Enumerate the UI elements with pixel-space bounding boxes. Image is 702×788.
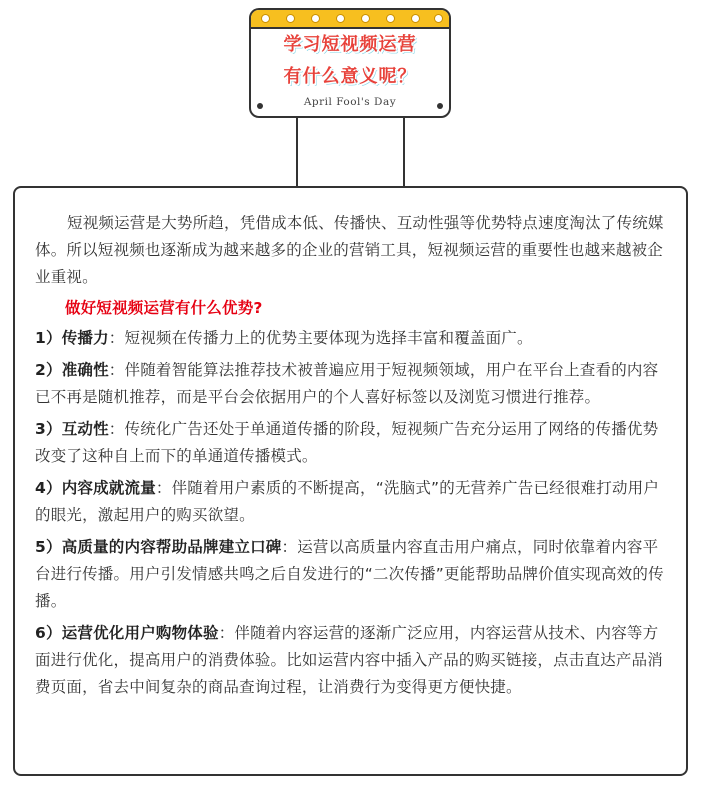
sign-board bbox=[249, 8, 451, 118]
sign-title-line2: 有什么意义呢？ bbox=[283, 66, 417, 87]
item-number: 2） bbox=[35, 361, 62, 379]
list-item bbox=[35, 475, 667, 529]
sign-subtitle: April Fool's Day bbox=[303, 96, 397, 108]
item-text: 传统化广告还处于单通道传播的阶段，短视频广告充分运用了网络的传播优势改变了这种自上而下的单通道传播模式。 bbox=[35, 420, 659, 465]
content-box bbox=[13, 186, 688, 776]
item-term: 高质量的内容帮助品牌建立口碑 bbox=[61, 538, 282, 556]
item-text: 伴随着用户素质的不断提高，“洗脑式”的无营养广告已经很难打动用户的眼光，激起用户的购买欲望。 bbox=[35, 479, 660, 524]
item-term: 准确性 bbox=[61, 361, 109, 379]
list-item bbox=[35, 357, 667, 411]
item-number: 3） bbox=[35, 420, 62, 438]
sign-hole-icon bbox=[386, 14, 395, 23]
sign-hole-icon bbox=[286, 14, 295, 23]
item-text: 短视频在传播力上的优势主要体现为选择丰富和覆盖面广。 bbox=[124, 329, 533, 347]
item-separator: ： bbox=[281, 538, 298, 556]
item-term: 运营优化用户购物体验 bbox=[61, 624, 219, 642]
sign-title-line1: 学习短视频运营 bbox=[283, 34, 417, 55]
sign-header-bar bbox=[251, 10, 449, 29]
item-number: 4） bbox=[35, 479, 62, 497]
item-term: 传播力 bbox=[61, 329, 109, 347]
list-item bbox=[35, 620, 667, 701]
item-term: 互动性 bbox=[61, 420, 109, 438]
sign-hole-icon bbox=[311, 14, 320, 23]
sign-hole-icon bbox=[336, 14, 345, 23]
sign-hole-icon bbox=[411, 14, 420, 23]
item-text: 运营以高质量内容直击用户痛点，同时依靠着内容平台进行传播。用户引发情感共鸣之后自发进行的“二次传播”更能帮助品牌价值实现高效的传播。 bbox=[35, 538, 664, 610]
item-separator: ： bbox=[108, 329, 125, 347]
item-number: 5） bbox=[35, 538, 62, 556]
hanging-rope-left bbox=[296, 118, 298, 187]
list-item bbox=[35, 416, 667, 470]
item-separator: ： bbox=[108, 420, 125, 438]
item-text: 伴随着内容运营的逐渐广泛应用，内容运营从技术、内容等方面进行优化，提高用户的消费体验。比如运营内容中插入产品的购买链接，点击直达产品消费页面，省去中间复杂的商品查询过程，让消费行为变得更方便快捷。 bbox=[35, 624, 664, 696]
sign-hole-icon bbox=[434, 14, 443, 23]
sign-hole-icon bbox=[261, 14, 270, 23]
sign-dot-icon bbox=[257, 103, 263, 109]
item-separator: ： bbox=[108, 361, 125, 379]
item-separator: ： bbox=[155, 479, 172, 497]
list-item bbox=[35, 534, 667, 615]
item-term: 内容成就流量 bbox=[61, 479, 156, 497]
hanging-rope-right bbox=[403, 118, 405, 187]
item-number: 1） bbox=[35, 329, 62, 347]
sign-dot-icon bbox=[437, 103, 443, 109]
intro-paragraph: 短视频运营是大势所趋，凭借成本低、传播快、互动性强等优势特点速度淘汰了传统媒体。所以短视频也逐渐成为越来越多的企业的营销工具，短视频运营的重要性也越来越被企业重视。 bbox=[35, 214, 664, 286]
item-number: 6） bbox=[35, 624, 62, 642]
section-question: 做好短视频运营有什么优势? bbox=[65, 299, 263, 317]
sign-hole-icon bbox=[361, 14, 370, 23]
item-text: 伴随着智能算法推荐技术被普遍应用于短视频领域，用户在平台上查看的内容已不再是随机推荐，而是平台会依据用户的个人喜好标签以及浏览习惯进行推荐。 bbox=[35, 361, 659, 406]
item-separator: ： bbox=[218, 624, 235, 642]
article-body bbox=[35, 210, 667, 706]
list-item bbox=[35, 325, 667, 352]
